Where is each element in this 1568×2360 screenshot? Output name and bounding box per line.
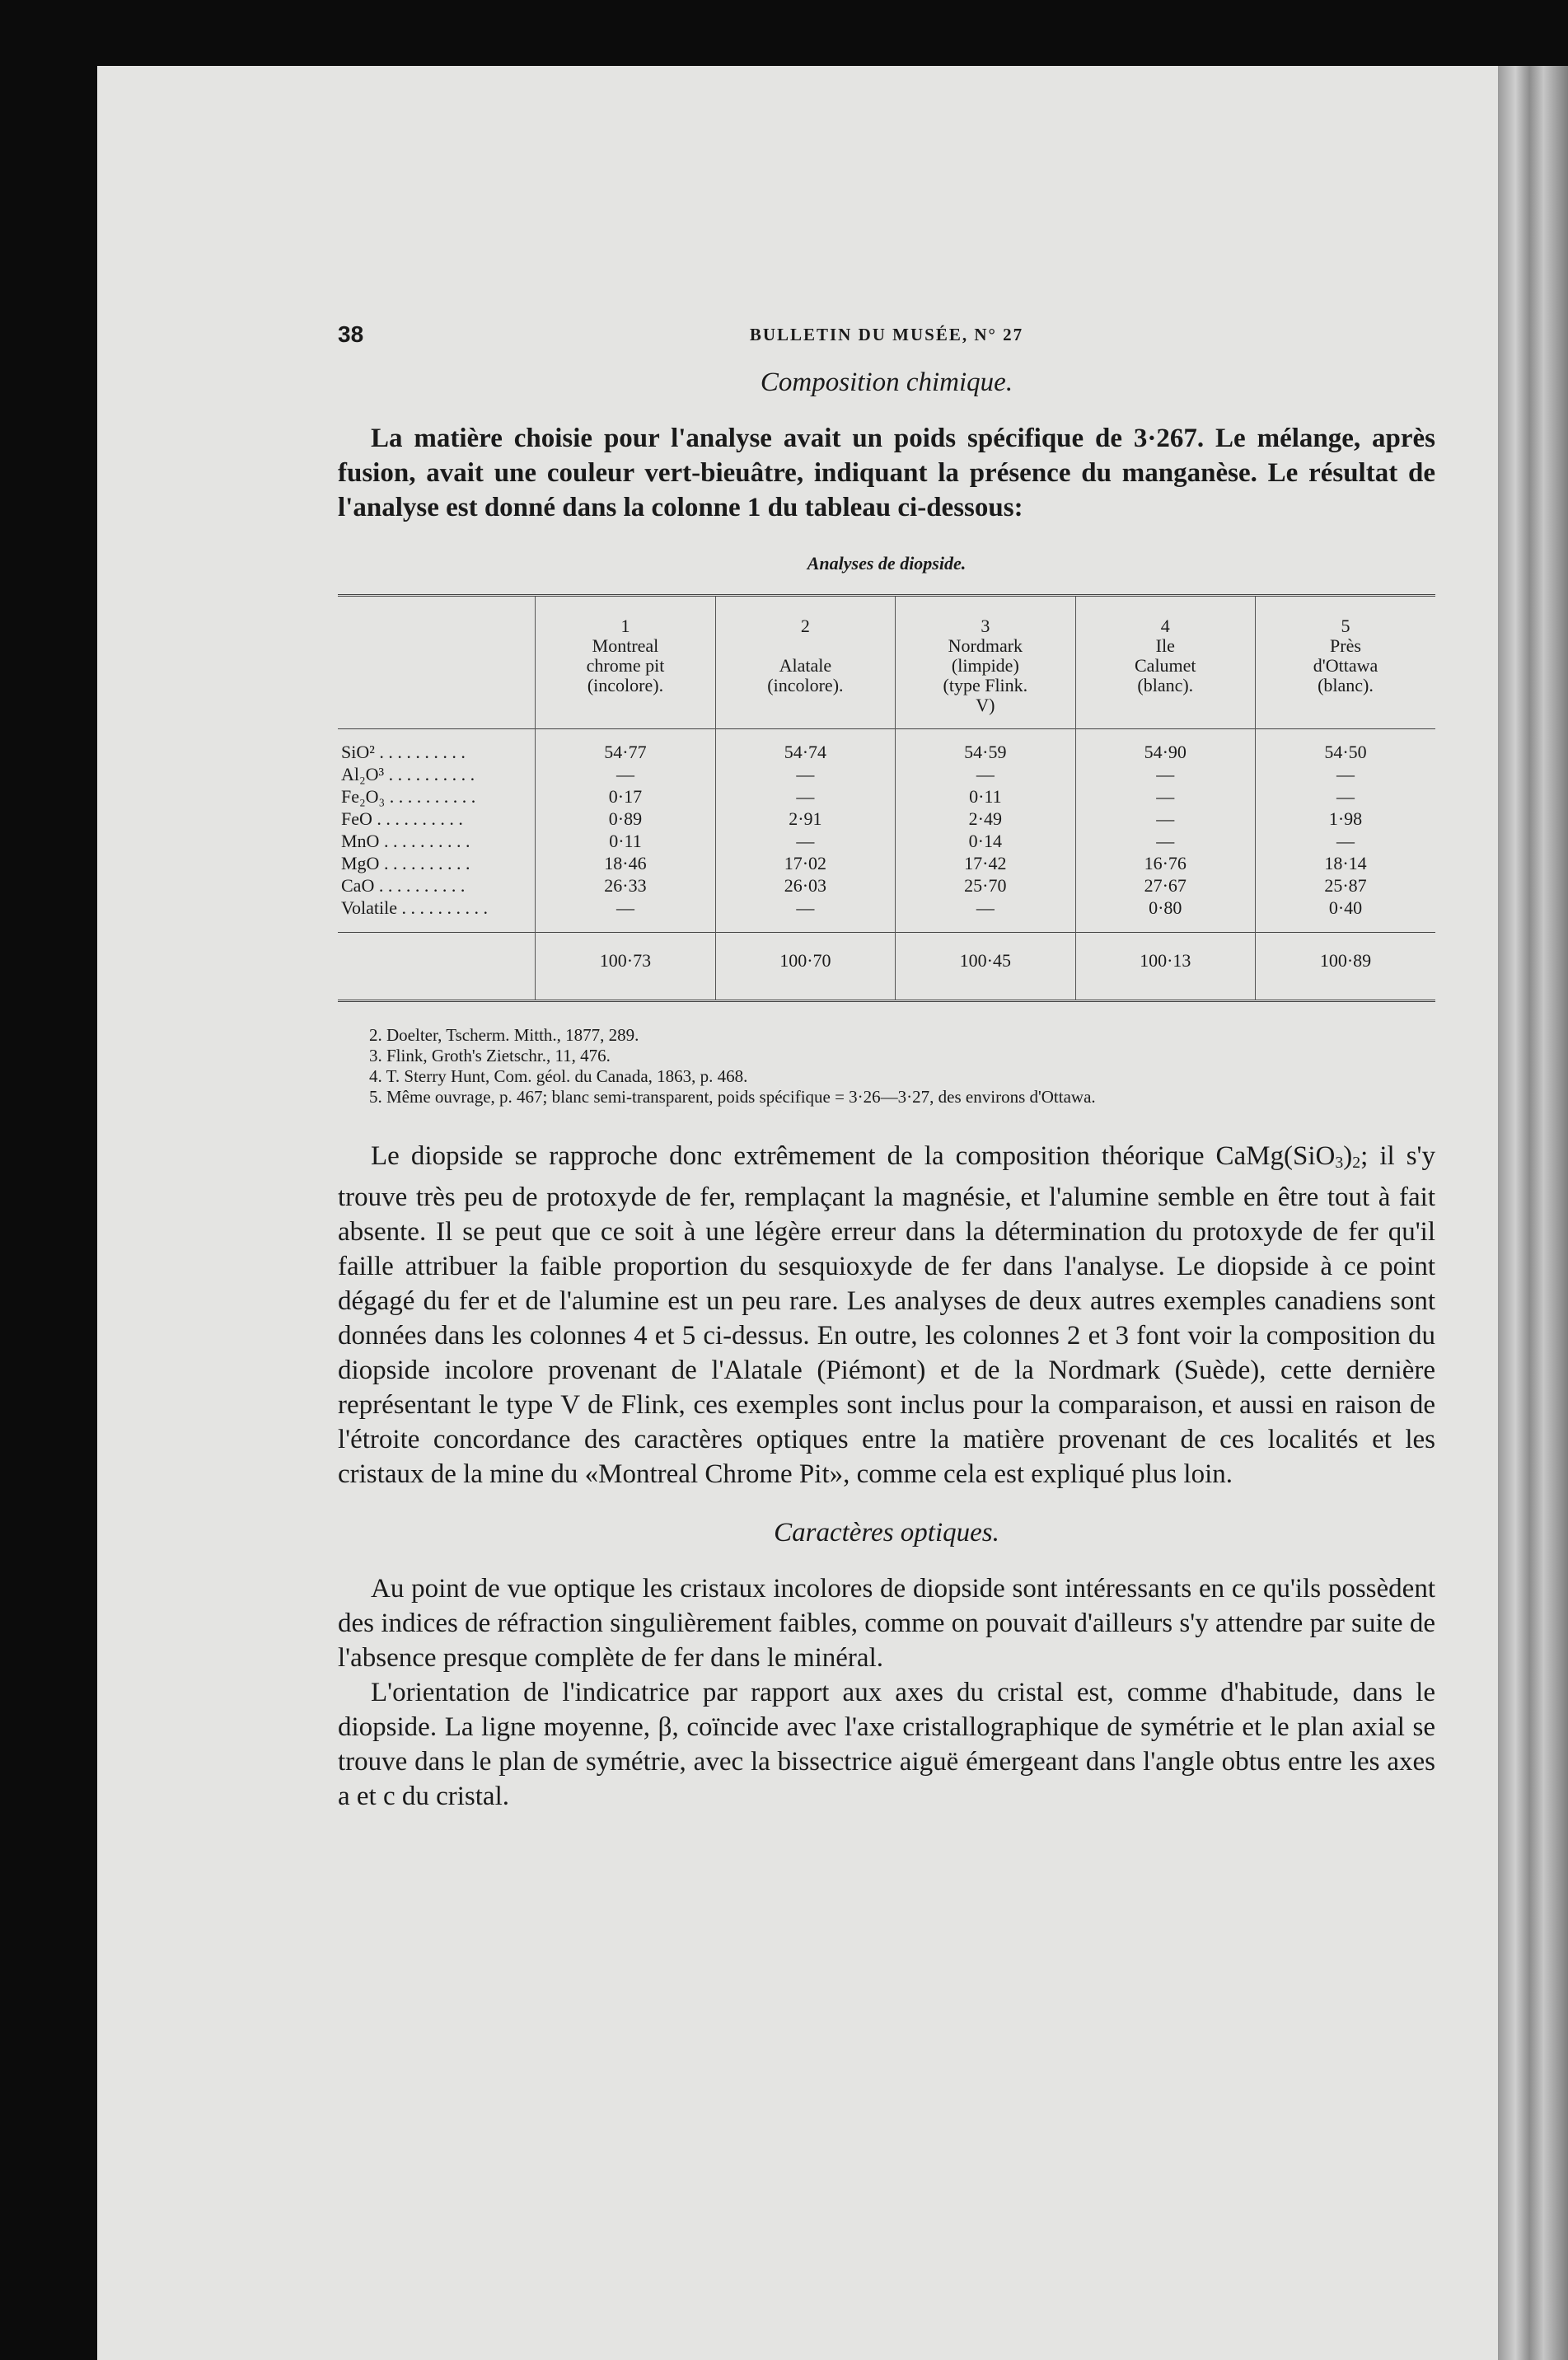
- table-cell: 16·76: [1075, 852, 1255, 874]
- row-label: Al₂O³ . . . . . . . . . .: [341, 764, 475, 784]
- column-header-4: 4 Ile Calumet (blanc).: [1075, 596, 1255, 729]
- table-cell: 0·11: [896, 785, 1075, 808]
- table-cell: 18·14: [1256, 852, 1436, 874]
- row-label: CaO . . . . . . . . . .: [341, 875, 466, 896]
- table-row: [338, 763, 1435, 785]
- table-cell: 26·03: [715, 874, 895, 897]
- table-cell: 26·33: [536, 874, 715, 897]
- para2-text-start: Le diopside se rapproche donc extrêmement de la composition théorique CaMg(SiO: [371, 1141, 1336, 1171]
- row-label: FeO . . . . . . . . . .: [341, 808, 463, 829]
- column-header-5: 5 Près d'Ottawa (blanc).: [1256, 596, 1436, 729]
- page-number: 38: [338, 321, 364, 347]
- paragraph-diopside-composition: [338, 1139, 1435, 1491]
- table-cell: 1·98: [1256, 808, 1436, 830]
- table-cell: 2·49: [896, 808, 1075, 830]
- section-title-composition: Composition chimique.: [760, 368, 1013, 397]
- totals-label-cell: [338, 933, 536, 1001]
- table-row: [338, 830, 1435, 852]
- paragraph-optical-intro: Au point de vue optique les cristaux incolores de diopside sont intéressants en ce qu'ils possèdent des indices de réfraction singulièrement faibles, comme on pouvait d'ailleurs s'y attendre par suite de l'absence presque complète de fer dans le minéral.: [338, 1574, 1435, 1673]
- row-label: MgO . . . . . . . . . .: [341, 853, 470, 873]
- table-cell: —: [536, 897, 715, 933]
- table-cell: 0·40: [1256, 897, 1436, 933]
- para2-text-end: ; il s'y trouve très peu de protoxyde de fer, remplaçant la magnésie, et l'alumine semble en être tout à fait absente. Il se peut que ce soit à une légère erreur dans la détermination du protoxyde de fer qu'il faille attribuer la faible proportion du sesquioxyde de fer dans l'analyse. Le diopside à ce point dégagé du fer et de l'alumine est un peu rare. Les analyses de deux autres exemples canadiens sont données dans les colonnes 4 et 5 ci-dessus. En outre, les colonnes 2 et 3 font voir la composition du diopside incolore provenant de l'Alatale (Piémont) et de la Nordmark (Suède), cette dernière représentant le type V de Flink, ces exemples sont inclus pour la comparaison, et aussi en raison de l'étroite concordance des caractères optiques entre la matière provenant de ces localités et les cristaux de la mine du «Montreal Chrome Pit», comme cela est expliqué plus loin.: [338, 1141, 1435, 1489]
- header-blank-cell: [338, 596, 536, 729]
- table-row: [338, 785, 1435, 808]
- table-cell: —: [1075, 830, 1255, 852]
- table-cell: —: [1075, 763, 1255, 785]
- footnote: 3. Flink, Groth's Zietschr., 11, 476.: [369, 1046, 611, 1065]
- table-cell: —: [715, 897, 895, 933]
- row-label: MnO . . . . . . . . . .: [341, 831, 470, 851]
- table-cell: 18·46: [536, 852, 715, 874]
- footnote: 4. T. Sterry Hunt, Com. géol. du Canada, 1863, p. 468.: [369, 1066, 748, 1086]
- totals-row: [338, 933, 1435, 1001]
- table-row: [338, 808, 1435, 830]
- para2-formula-close: ): [1343, 1141, 1353, 1171]
- table-cell: —: [896, 763, 1075, 785]
- total-cell: 100·45: [896, 933, 1075, 1001]
- total-cell: 100·70: [715, 933, 895, 1001]
- footnote: 2. Doelter, Tscherm. Mitth., 1877, 289.: [369, 1025, 639, 1045]
- table-cell: 0·11: [536, 830, 715, 852]
- total-cell: 100·73: [536, 933, 715, 1001]
- total-cell: 100·89: [1256, 933, 1436, 1001]
- table-cell: 25·70: [896, 874, 1075, 897]
- table-row: [338, 897, 1435, 933]
- table-footnotes: [338, 1025, 1435, 1107]
- table-cell: —: [1075, 808, 1255, 830]
- table-cell: —: [1256, 830, 1436, 852]
- page-binding-edge: [1498, 66, 1568, 2360]
- table-cell: 0·80: [1075, 897, 1255, 933]
- table-cell: 0·17: [536, 785, 715, 808]
- table-cell: 0·14: [896, 830, 1075, 852]
- table-cell: —: [536, 763, 715, 785]
- table-body: [338, 729, 1435, 1001]
- table-cell: 54·50: [1256, 729, 1436, 764]
- table-cell: 54·74: [715, 729, 895, 764]
- running-head: BULLETIN DU MUSÉE, N° 27: [749, 325, 1024, 344]
- page-header: [338, 321, 1435, 363]
- column-header-3: 3 Nordmark (limpide) (type Flink. V): [896, 596, 1075, 729]
- table-cell: 54·59: [896, 729, 1075, 764]
- table-cell: —: [1075, 785, 1255, 808]
- column-header-1: 1 Montreal chrome pit (incolore).: [536, 596, 715, 729]
- table-header-row: [338, 596, 1435, 729]
- table-cell: 2·91: [715, 808, 895, 830]
- paragraph-analysis-intro: La matière choisie pour l'analyse avait un poids spécifique de 3·267. Le mélange, après fusion, avait une couleur vert-bieuâtre, indiquant la présence du manganèse. Le résultat de l'analyse est donné dans la colonne 1 du tableau ci-dessous:: [338, 424, 1435, 522]
- table-cell: 17·42: [896, 852, 1075, 874]
- table-cell: 27·67: [1075, 874, 1255, 897]
- table-cell: 0·89: [536, 808, 715, 830]
- table-cell: 54·77: [536, 729, 715, 764]
- paragraph-indicatrix: L'orientation de l'indicatrice par rapport aux axes du cristal est, comme d'habitude, dans le diopside. La ligne moyenne, β, coïncide avec l'axe cristallographique de symétrie et le plan axial se trouve dans le plan de symétrie, avec la bissectrice aiguë émergeant dans l'angle obtus entre les axes a et c du cristal.: [338, 1678, 1435, 1811]
- table-cell: —: [896, 897, 1075, 933]
- table-cell: —: [715, 785, 895, 808]
- row-label: Fe₂O₃ . . . . . . . . . .: [341, 786, 476, 807]
- table-cell: —: [1256, 785, 1436, 808]
- table-cell: —: [1256, 763, 1436, 785]
- column-header-2: 2 Alatale (incolore).: [715, 596, 895, 729]
- section-title-optical: Caractères optiques.: [774, 1518, 999, 1548]
- table-row: [338, 874, 1435, 897]
- table-title: Analyses de diopside.: [807, 553, 967, 574]
- formula-subscript-3: 3: [1335, 1154, 1344, 1172]
- table-row: [338, 729, 1435, 764]
- table-cell: —: [715, 830, 895, 852]
- table-row: [338, 852, 1435, 874]
- analyses-table: [338, 594, 1435, 1002]
- footnote: 5. Même ouvrage, p. 467; blanc semi-transparent, poids spécifique = 3·26—3·27, des environs d'Ottawa.: [369, 1087, 1096, 1107]
- row-label: Volatile . . . . . . . . . .: [341, 897, 489, 918]
- formula-subscript-2: 2: [1352, 1154, 1361, 1172]
- row-label: SiO² . . . . . . . . . .: [341, 742, 466, 762]
- table-cell: —: [715, 763, 895, 785]
- table-cell: 25·87: [1256, 874, 1436, 897]
- table-cell: 17·02: [715, 852, 895, 874]
- total-cell: 100·13: [1075, 933, 1255, 1001]
- table-cell: 54·90: [1075, 729, 1255, 764]
- page-content: [338, 321, 1435, 1814]
